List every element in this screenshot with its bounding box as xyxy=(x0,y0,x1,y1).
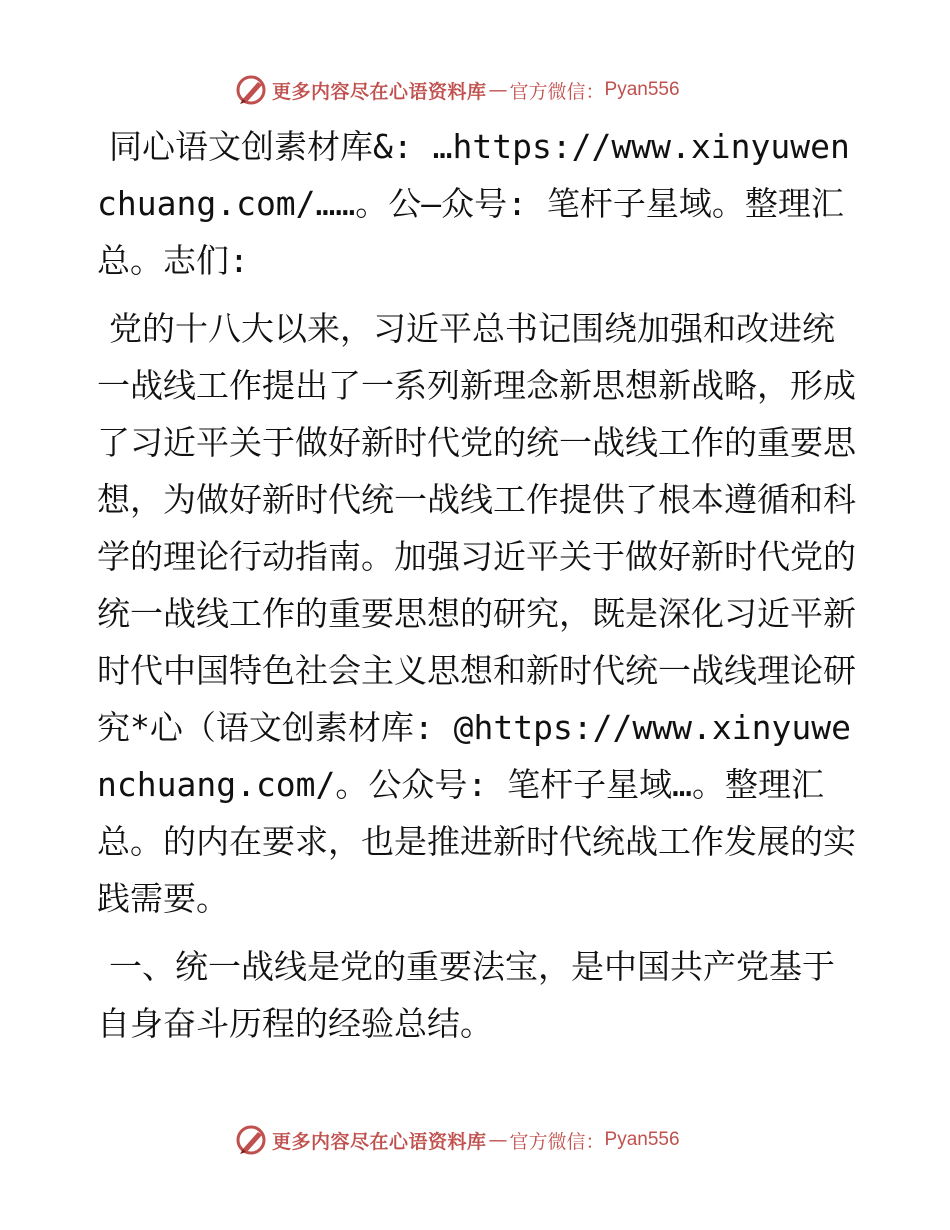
banner-main-text: 更多内容尽在心语资料库 xyxy=(272,1130,487,1153)
banner-wechat-id: Pyan556 xyxy=(604,79,680,100)
banner-wechat-label: 官方微信： xyxy=(509,80,605,103)
paragraph-intro: 同心语文创素材库&: …https://www.xinyuwenchuang.com/……。公—众号: 笔杆子星域。整理汇总。志们: xyxy=(97,127,850,280)
banner-wechat-label: 官方微信： xyxy=(509,1130,605,1153)
banner-separator: — xyxy=(488,79,508,101)
banner-separator: — xyxy=(488,1129,508,1151)
footer-watermark-banner xyxy=(234,1122,714,1158)
banner-main-text: 更多内容尽在心语资料库 xyxy=(272,80,487,103)
paragraph-section-one: 一、统一战线是党的重要法宝，是中国共产党基于自身奋斗历程的经验总结。 xyxy=(97,947,835,1043)
pen-logo-icon xyxy=(234,1123,268,1157)
document-body xyxy=(97,118,857,1052)
paragraph-main: 党的十八大以来，习近平总书记围绕加强和改进统一战线工作提出了一系列新理念新思想新战略，形成了习近平关于做好新时代党的统一战线工作的重要思想，为做好新时代统一战线工作提供了根本遵循和科学的理论行动指南。加强习近平关于做好新时代党的统一战线工作的重要思想的研究，既是深化习近平新时代中国特色社会主义思想和新时代统一战线理论研究*心（语文创素材库: @https://www.xinyuwenchuang.com/。公众号: 笔杆子星域…。整理汇总。的内在要求，也是推进新时代统战工作发展的实践需要。 xyxy=(97,309,856,918)
banner-wechat-id: Pyan556 xyxy=(604,1129,680,1150)
pen-logo-icon xyxy=(234,73,268,107)
header-watermark-banner xyxy=(234,72,714,108)
